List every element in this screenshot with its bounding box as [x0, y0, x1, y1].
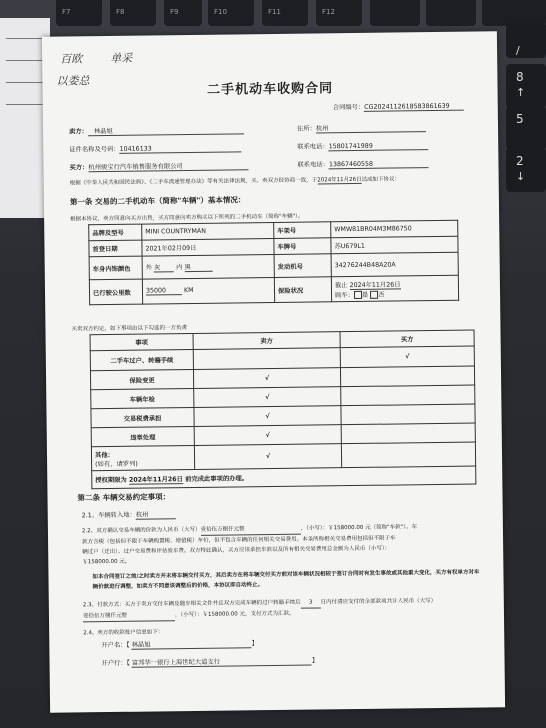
id-row: 证件名称及号码：10416133 [69, 142, 241, 154]
bank-row: 开户行：【 富邦华一银行上海世纪大道支行 】 [101, 657, 319, 668]
brand-label: 品牌及型号 [89, 224, 142, 241]
article-2-heading: 第二条 车辆交易约定事项： [77, 492, 171, 503]
resp-buyer-mark [341, 385, 475, 406]
km-value: 35000 KM [142, 277, 274, 304]
responsibility-table [90, 330, 477, 490]
deadline-row: 授权期限为 2024年11月26日 前完成此事项的办理。 [92, 466, 476, 489]
resp-item-other: 其他： (如有，请罗列) [91, 445, 194, 470]
f10-key: F10 [208, 0, 254, 26]
reg-label: 首登日期 [89, 240, 142, 257]
article-1-intro: 根据本协议，卖方同意向买方出售，买方同意向卖方购买以下所列的二手机动车（简称"车辆"）。 [70, 213, 304, 223]
resp-head-buyer: 买方 [340, 330, 474, 348]
resp-seller-mark: √ [194, 444, 341, 470]
f9-key: F9 [164, 0, 202, 26]
resp-head-seller: 卖方 [193, 332, 340, 350]
seller-row: 卖方： 林晶旭 [69, 124, 244, 136]
resp-seller-mark: √ [193, 368, 340, 389]
buyer-phone-row: 联系电话：13867460558 [297, 158, 429, 170]
resp-item: 违章处理 [91, 426, 194, 446]
seller-phone-row: 联系电话：15801741989 [297, 140, 429, 152]
resp-item: 保险变更 [90, 369, 193, 389]
insurance-value: 截止 2024年11月26日 顾车： 是 否 [331, 275, 458, 302]
keypad-2-key: 2 ↓ [506, 148, 546, 192]
resp-item: 车辆年检 [91, 388, 194, 408]
address-row: 住所：杭州 [297, 122, 426, 134]
resp-seller-mark [193, 348, 340, 370]
handwritten-note-1: 百欧 [60, 52, 83, 66]
engine-value: 34276244B48A20A [331, 252, 458, 277]
article-1-heading: 第一条 交易的二手机动车（简称"车辆"）基本情况： [69, 195, 246, 207]
resp-item: 交易税费承担 [91, 407, 194, 427]
resp-seller-mark: √ [194, 425, 341, 446]
brand-value: MINI COUNTRYMAN [142, 222, 274, 240]
vehicle-table [88, 220, 459, 306]
clause-2-4: 2.4、卖方的收款账户信息如下： [83, 629, 164, 637]
clause-2-1: 2.1、车辆转入地：杭州 [82, 509, 176, 520]
contract-sheet [42, 31, 505, 713]
km-label: 已行驶公里数 [89, 279, 142, 305]
f12-key: F12 [316, 0, 362, 26]
volume-key [426, 0, 476, 26]
f11-key: F11 [262, 0, 308, 26]
engine-label: 发动机号 [274, 254, 331, 278]
keypad-5-key: 5 [506, 106, 546, 150]
clause-2-2: 2.2、双方确认交易车辆的价款为人民币（大写）壹拾伍万捌仟元整 ，（小写）：￥158000.00 元（简称"车款"）。车 款方含税（包括但不限于车辆购置税、增值税）车价，但不包含车辆的任何相关交易费用。本条所称相关交易费用包括但不限于车 辆过户（迁出）、过户交易费和评估验车费。双方特此确认，买方应该承担车款以及所有相关交易费用总金额为人民币（小写）： ￥158000.00 元。 [81, 524, 418, 566]
insurance-label: 保险状况 [274, 277, 331, 303]
adjustment-clause: 如本合同签订之前/之时卖方并未将车辆交付买方，其后卖方在将车辆交付买方前对该车辆状况相较于签订合同时有发生事故或其他重大变化，买方有权单方对车辆价款进行调整，如卖方不同意该调整后的价格，本协议即自动终止。 [92, 569, 480, 591]
resp-buyer-mark: √ [340, 346, 474, 368]
color-value: 外 灰 内 黑 [142, 254, 274, 279]
vin-label: 车架号 [274, 222, 331, 239]
responsibility-intro: 买卖双方约定，如下事项由以下勾选的一方负责 [71, 325, 188, 333]
resp-buyer-mark [340, 366, 474, 387]
plate-label: 车牌号 [274, 238, 331, 255]
handwritten-note-2: 单采 [110, 51, 133, 65]
resp-item: 二手车过户、转籍手续 [90, 349, 193, 370]
mute-key [370, 0, 420, 26]
f8-key: F8 [110, 0, 156, 26]
resp-buyer-mark [341, 423, 475, 444]
insurance-yes-checkbox [354, 290, 362, 298]
f7-key: F7 [56, 0, 102, 26]
plate-value: 苏U679L1 [331, 236, 458, 254]
clause-2-3: 2.3、付款方式：买方于卖方交付车辆及随车相关文件并且双方完成车辆的过户转籍手续后 3 日内付清应支付的全部款项共计人民币（大写） 壹拾伍万捌仟元整 ，（小写）：￥158000.00 元，支付方式为汇款。 [83, 596, 437, 622]
resp-buyer-mark [341, 404, 475, 425]
handwritten-note-3: 以娄总 [56, 74, 90, 88]
contract-title: 二手机动车收购合同 [206, 81, 334, 98]
resp-seller-mark: √ [194, 406, 341, 427]
resp-head-item: 事项 [90, 333, 193, 350]
keypad-slash-key: / [506, 22, 546, 58]
vin-value: WMW81BR04M3M86750 [331, 220, 458, 238]
account-name-row: 开户名：【 林晶旭 】 [101, 640, 259, 650]
contract-number: 合同编号：CG2024112618583861639 [333, 101, 465, 113]
resp-seller-mark: √ [194, 387, 341, 408]
legal-basis: 根据《中华人民共和国民法典》、《二手车流通管理办法》等有关法律法规，买、卖双方经协商一致，于2024年11月26日达成如下协议： [69, 176, 401, 187]
resp-buyer-mark [341, 442, 475, 468]
color-label: 车身内饰颜色 [89, 256, 142, 280]
buyer-row: 买方：杭州骏宝行汽车销售服务有限公司 [69, 160, 248, 172]
keypad-8-key: 8 ↑ [506, 64, 546, 108]
reg-value: 2021年02月09日 [142, 238, 274, 256]
